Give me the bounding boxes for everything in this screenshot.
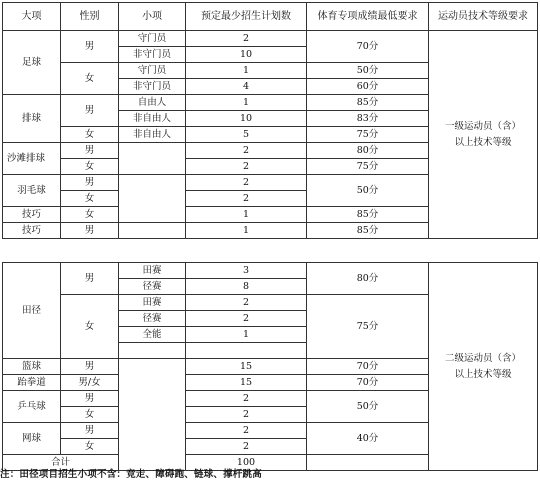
count-cell: 2 [186, 143, 307, 159]
score-cell: 85分 [307, 95, 429, 111]
score-cell: 60分 [307, 79, 429, 95]
gender-cell: 女 [61, 407, 119, 423]
count-cell: 4 [186, 79, 307, 95]
gender-cell: 男 [61, 423, 119, 439]
count-cell: 5 [186, 127, 307, 143]
subevent-cell: 非守门员 [119, 79, 186, 95]
count-cell: 1 [186, 223, 307, 239]
category-cell: 田径 [3, 263, 61, 359]
gender-cell: 女 [61, 63, 119, 95]
score-cell: 85分 [307, 223, 429, 239]
score-cell: 70分 [307, 375, 429, 391]
category-cell: 篮球 [3, 359, 61, 375]
score-cell: 50分 [307, 391, 429, 423]
subevent-cell [119, 143, 186, 175]
header-category: 大项 [3, 3, 61, 31]
score-cell: 75分 [307, 295, 429, 359]
admission-table-lower [2, 262, 538, 471]
subevent-cell: 非自由人 [119, 111, 186, 127]
category-cell: 排球 [3, 95, 61, 143]
count-cell: 2 [186, 407, 307, 423]
subevent-cell [119, 359, 186, 471]
gender-cell: 女 [61, 207, 119, 223]
gender-cell: 男/女 [61, 375, 119, 391]
gender-cell: 男 [61, 143, 119, 159]
header-gender: 性别 [61, 3, 119, 31]
table-row [3, 31, 538, 47]
score-cell: 80分 [307, 263, 429, 295]
level-cell: 一级运动员（含）以上技术等级 [429, 31, 538, 239]
level-cell: 二级运动员（含）以上技术等级 [429, 263, 538, 471]
category-cell: 沙滩排球 [3, 143, 61, 175]
score-cell: 50分 [307, 63, 429, 79]
count-cell: 10 [186, 47, 307, 63]
count-cell: 2 [186, 439, 307, 455]
count-cell: 2 [186, 295, 307, 311]
count-cell: 2 [186, 31, 307, 47]
subevent-cell: 田赛 [119, 263, 186, 279]
score-cell: 83分 [307, 111, 429, 127]
category-cell: 跆拳道 [3, 375, 61, 391]
gender-cell: 女 [61, 191, 119, 207]
score-cell: 50分 [307, 175, 429, 207]
gender-cell: 男 [61, 31, 119, 63]
count-cell: 10 [186, 111, 307, 127]
score-cell: 75分 [307, 127, 429, 143]
subevent-cell: 守门员 [119, 31, 186, 47]
gender-cell: 男 [61, 223, 119, 239]
subevent-cell: 田赛 [119, 295, 186, 311]
subevent-cell [119, 343, 186, 359]
subevent-cell: 径赛 [119, 279, 186, 295]
gender-cell: 女 [61, 295, 119, 359]
count-cell: 1 [186, 63, 307, 79]
subevent-cell: 全能 [119, 327, 186, 343]
header-plan-count: 预定最少招生计划数 [186, 3, 307, 31]
category-cell: 技巧 [3, 207, 61, 223]
count-cell: 2 [186, 311, 307, 327]
count-cell: 8 [186, 279, 307, 295]
subevent-cell [119, 175, 186, 223]
count-cell: 2 [186, 175, 307, 191]
score-cell: 80分 [307, 143, 429, 159]
count-cell: 2 [186, 159, 307, 175]
gender-cell: 男 [61, 175, 119, 191]
header-row [3, 3, 538, 31]
category-cell: 足球 [3, 31, 61, 95]
count-cell: 2 [186, 423, 307, 439]
header-min-score: 体育专项成绩最低要求 [307, 3, 429, 31]
count-cell: 1 [186, 327, 307, 343]
subevent-cell: 自由人 [119, 95, 186, 111]
category-cell: 网球 [3, 423, 61, 455]
count-cell: 2 [186, 191, 307, 207]
category-cell: 技巧 [3, 223, 61, 239]
subevent-cell: 非守门员 [119, 47, 186, 63]
subevent-cell: 径赛 [119, 311, 186, 327]
header-level: 运动员技术等级要求 [429, 3, 538, 31]
score-cell: 85分 [307, 207, 429, 223]
count-cell: 15 [186, 375, 307, 391]
category-cell: 乒乓球 [3, 391, 61, 423]
score-cell: 70分 [307, 31, 429, 63]
score-cell: 40分 [307, 423, 429, 455]
gender-cell: 男 [61, 359, 119, 375]
total-label: 合计 [3, 455, 119, 471]
footnote: 注：田径项目招生小项不含：竞走、障碍跑、链球、撑杆跳高 [0, 469, 262, 480]
header-subevent: 小项 [119, 3, 186, 31]
gender-cell: 男 [61, 95, 119, 127]
table-row [3, 263, 538, 279]
gender-cell: 男 [61, 391, 119, 407]
subevent-cell [119, 223, 186, 239]
gender-cell: 女 [61, 159, 119, 175]
score-cell [307, 455, 429, 471]
subevent-cell: 守门员 [119, 63, 186, 79]
category-cell: 羽毛球 [3, 175, 61, 207]
gender-cell: 女 [61, 127, 119, 143]
count-cell: 15 [186, 359, 307, 375]
count-cell: 1 [186, 95, 307, 111]
count-cell: 1 [186, 207, 307, 223]
score-cell: 70分 [307, 359, 429, 375]
score-cell: 75分 [307, 159, 429, 175]
total-count: 100 [186, 455, 307, 471]
gender-cell: 男 [61, 263, 119, 295]
subevent-cell: 非自由人 [119, 127, 186, 143]
admission-table [2, 2, 538, 239]
gender-cell: 女 [61, 439, 119, 455]
count-cell [186, 343, 307, 359]
count-cell: 2 [186, 391, 307, 407]
count-cell: 3 [186, 263, 307, 279]
